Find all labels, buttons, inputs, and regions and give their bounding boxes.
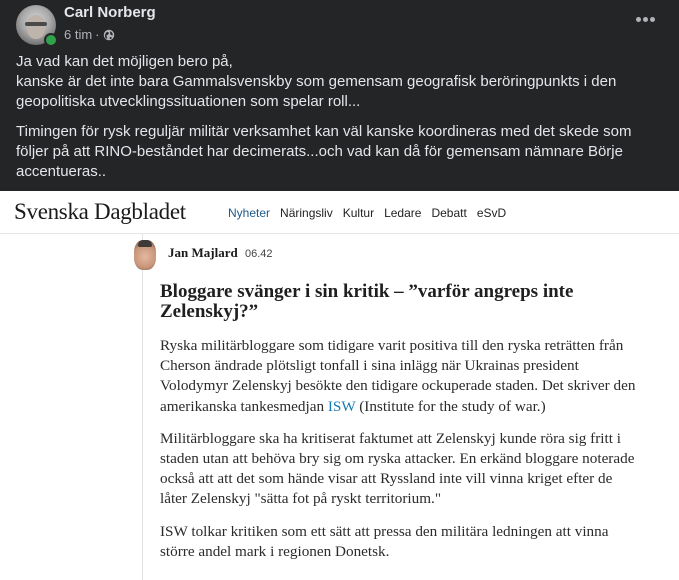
avatar-face [27,15,45,39]
article-time: 06.42 [244,248,273,260]
post-paragraph-1-rest: kanske är det inte bara Gammalsvenskby som gemensam geografisk beröringpunkts i den geopolitiska utvecklingssituationen som spelar roll... [16,73,617,110]
site-logo[interactable]: Svenska Dagbladet [14,199,186,224]
isw-link[interactable]: ISW [327,397,356,415]
nav-item-nyheter[interactable]: Nyheter [228,206,271,220]
nav-item-esvd[interactable]: eSvD [476,206,507,220]
globe-icon[interactable] [103,29,115,41]
more-options-button[interactable] [636,17,655,22]
timeline-divider [142,234,143,580]
article-paragraph-1-tail: (Institute for the study of war.) [355,397,546,415]
article-paragraph-1 [160,336,640,417]
article-author-name[interactable]: Jan Majlard [168,245,238,260]
meta-separator: · [95,27,100,42]
nav-item-debatt[interactable]: Debatt [431,206,467,220]
more-horizontal-icon-dot [643,17,648,22]
article-paragraph-2: Militärbloggare ska ha kritiserat faktumet att Zelenskyj kunde röra sig fritt i staden utan att behöva bry sig om ryska attacker. En erkänd bloggare noterade också att att det som hände visar att Ryssland inte vill vinna kriget efter de låter Zelenskyj "sätta fot på ryskt territorium." [160,429,635,508]
post-author-name[interactable]: Carl Norberg [64,4,156,21]
avatar-glasses [25,22,47,26]
post-time[interactable]: 6 tim [64,27,93,42]
post-meta [64,27,115,42]
article-paragraph-3: ISW tolkar kritiken som ett sätt att pressa den militära ledningen att vinna större andel mark i regionen Donetsk. [160,522,609,560]
article-headline: Bloggare svänger i sin kritik – ”varför angreps inte Zelenskyj?” [160,281,574,322]
post-paragraph-2: Timingen för rysk reguljär militär verksamhet kan väl kanske koordineras med det skede som följer på att RINO-beståndet har decimerats...och vad kan då för gemensam nämnare Börje accentueras.. [16,123,632,180]
facebook-post [0,0,679,191]
article-paragraph-1-text: Ryska militärbloggare som tidigare varit positiva till den ryska reträtten från Cherson ändrade plötsligt tonfall i sina inlägg när Ukrainas president Volodymyr Zelenskyj besökte den tidigare ockuperade staden. Det skriver den amerikanska tankesmedjan [160,337,636,415]
nav-item-naringsliv[interactable]: Näringsliv [280,206,333,220]
nav-item-ledare[interactable]: Ledare [384,206,422,220]
post-body [16,52,666,192]
post-paragraph-1-line1: Ja vad kan det möjligen bero på, [16,53,233,70]
article-byline [168,245,272,261]
site-nav [228,206,506,220]
nav-item-kultur[interactable]: Kultur [342,206,375,220]
article-body [160,336,640,574]
more-horizontal-icon [636,17,641,22]
online-status-indicator [44,33,58,47]
post-paragraph-1 [16,52,666,112]
more-horizontal-icon-dot [650,17,655,22]
article-author-photo [134,240,156,270]
svd-header [0,191,679,234]
